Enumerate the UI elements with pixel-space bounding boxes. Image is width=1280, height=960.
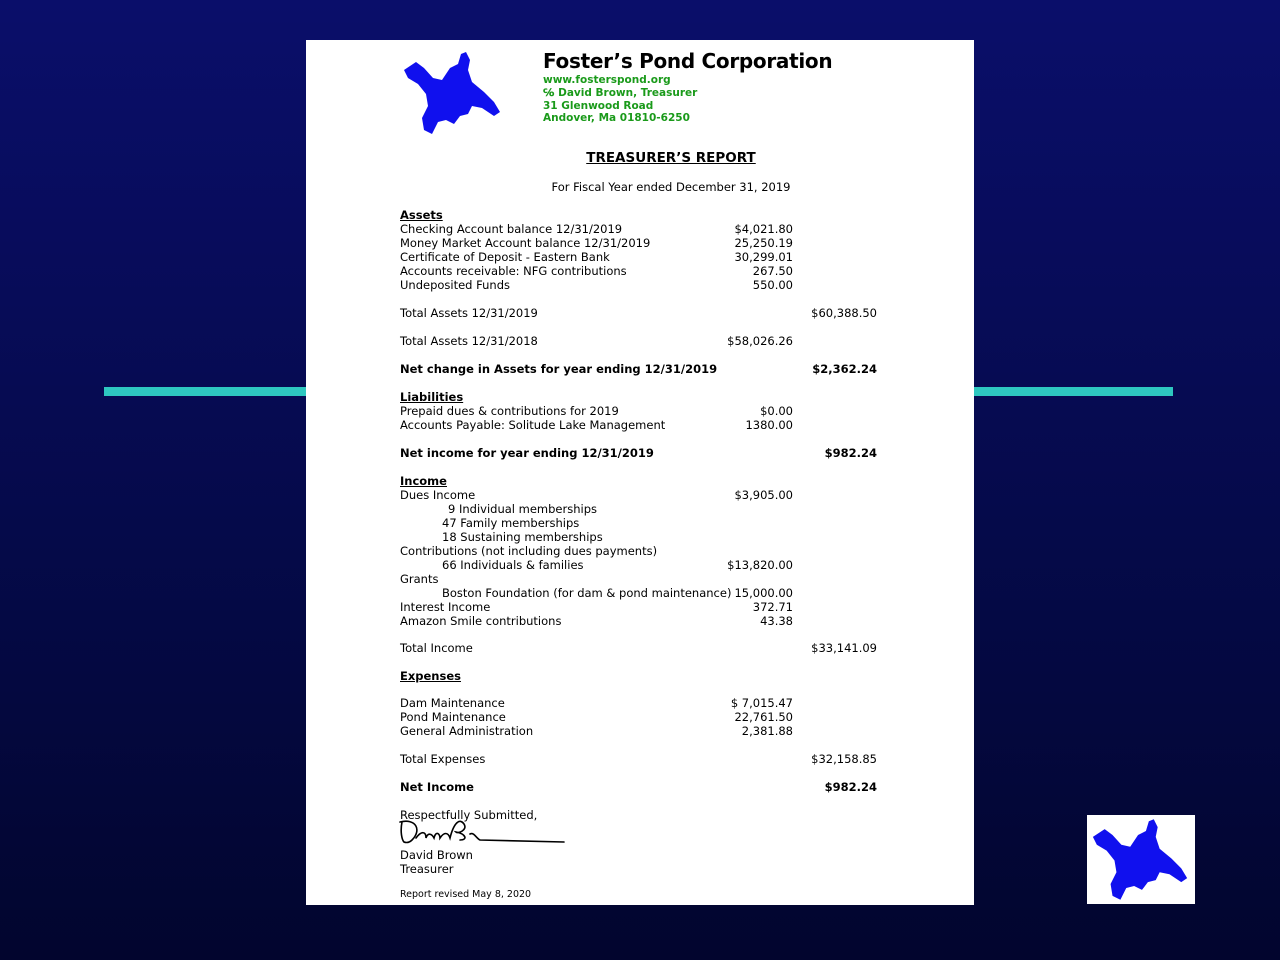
dues-income-amount: $3,905.00 bbox=[734, 488, 793, 502]
expenses-heading: Expenses bbox=[400, 669, 461, 683]
org-website: www.fosterspond.org bbox=[543, 74, 671, 86]
liabilities-heading: Liabilities bbox=[400, 390, 464, 404]
asset-label: Certificate of Deposit - Eastern Bank bbox=[400, 250, 610, 264]
contributors-count: 66 Individuals & families bbox=[442, 558, 584, 572]
corner-logo bbox=[1087, 815, 1195, 904]
asset-amount: $4,021.80 bbox=[734, 222, 793, 236]
net-change-label: Net change in Assets for year ending 12/31/2019 bbox=[400, 362, 718, 376]
fiscal-year: For Fiscal Year ended December 31, 2019 bbox=[551, 180, 791, 194]
net-income-year-value: $982.24 bbox=[824, 446, 877, 460]
sustaining-memberships: 18 Sustaining memberships bbox=[442, 530, 603, 544]
liability-amount: $0.00 bbox=[760, 404, 793, 418]
expense-label: Pond Maintenance bbox=[400, 710, 506, 724]
report-page bbox=[306, 40, 974, 905]
grant-item: Boston Foundation (for dam & pond maintenance) bbox=[442, 586, 732, 600]
asset-label: Money Market Account balance 12/31/2019 bbox=[400, 236, 651, 250]
interest-income-label: Interest Income bbox=[400, 600, 491, 614]
grants-label: Grants bbox=[400, 572, 439, 586]
treasurer-role: Treasurer bbox=[400, 862, 454, 876]
expense-amount: 2,381.88 bbox=[741, 724, 793, 738]
net-change-value: $2,362.24 bbox=[812, 362, 877, 376]
liability-label: Accounts Payable: Solitude Lake Management bbox=[400, 418, 666, 432]
amazon-smile-label: Amazon Smile contributions bbox=[400, 614, 562, 628]
treasurer-name: David Brown bbox=[400, 848, 473, 862]
income-heading: Income bbox=[400, 474, 447, 488]
assets-heading: Assets bbox=[400, 208, 443, 222]
liability-amount: 1380.00 bbox=[745, 418, 793, 432]
asset-amount: 267.50 bbox=[752, 264, 793, 278]
revision-note: Report revised May 8, 2020 bbox=[400, 889, 532, 900]
org-care-of: ℅ David Brown, Treasurer bbox=[543, 87, 698, 99]
liability-label: Prepaid dues & contributions for 2019 bbox=[400, 404, 619, 418]
asset-amount: 30,299.01 bbox=[734, 250, 793, 264]
expense-label: General Administration bbox=[400, 724, 534, 738]
organization-name: Foster’s Pond Corporation bbox=[543, 49, 833, 73]
net-income-value: $982.24 bbox=[824, 780, 877, 794]
org-city: Andover, Ma 01810-6250 bbox=[543, 112, 690, 124]
total-assets-2019-value: $60,388.50 bbox=[811, 306, 877, 320]
family-memberships: 47 Family memberships bbox=[442, 516, 580, 530]
expense-amount: 22,761.50 bbox=[734, 710, 793, 724]
report-title: TREASURER’S REPORT bbox=[586, 150, 756, 166]
respectfully-submitted: Respectfully Submitted, bbox=[400, 808, 538, 822]
total-expenses-value: $32,158.85 bbox=[811, 752, 877, 766]
total-income-value: $33,141.09 bbox=[811, 641, 877, 655]
contributions-label: Contributions (not including dues payments) bbox=[400, 544, 658, 558]
total-assets-2018-label: Total Assets 12/31/2018 bbox=[400, 334, 538, 348]
total-income-label: Total Income bbox=[400, 641, 473, 655]
dues-income-label: Dues Income bbox=[400, 488, 476, 502]
asset-label: Checking Account balance 12/31/2019 bbox=[400, 222, 623, 236]
amazon-smile-amount: 43.38 bbox=[760, 614, 793, 628]
total-expenses-label: Total Expenses bbox=[400, 752, 486, 766]
org-street: 31 Glenwood Road bbox=[543, 100, 654, 112]
asset-amount: 550.00 bbox=[752, 278, 793, 292]
individual-memberships: 9 Individual memberships bbox=[448, 502, 597, 516]
asset-label: Undeposited Funds bbox=[400, 278, 510, 292]
pond-map-logo bbox=[398, 50, 508, 136]
asset-label: Accounts receivable: NFG contributions bbox=[400, 264, 627, 278]
expense-amount: $ 7,015.47 bbox=[730, 696, 793, 710]
total-assets-2019-label: Total Assets 12/31/2019 bbox=[400, 306, 538, 320]
net-income-label: Net Income bbox=[400, 780, 474, 794]
total-assets-2018-value: $58,026.26 bbox=[727, 334, 793, 348]
expense-label: Dam Maintenance bbox=[400, 696, 505, 710]
interest-income-amount: 372.71 bbox=[752, 600, 793, 614]
contributions-amount: $13,820.00 bbox=[727, 558, 793, 572]
net-income-year-label: Net income for year ending 12/31/2019 bbox=[400, 446, 654, 460]
asset-amount: 25,250.19 bbox=[734, 236, 793, 250]
pond-map-icon bbox=[1087, 815, 1195, 904]
grant-amount: 15,000.00 bbox=[734, 586, 793, 600]
signature-image bbox=[396, 812, 566, 848]
